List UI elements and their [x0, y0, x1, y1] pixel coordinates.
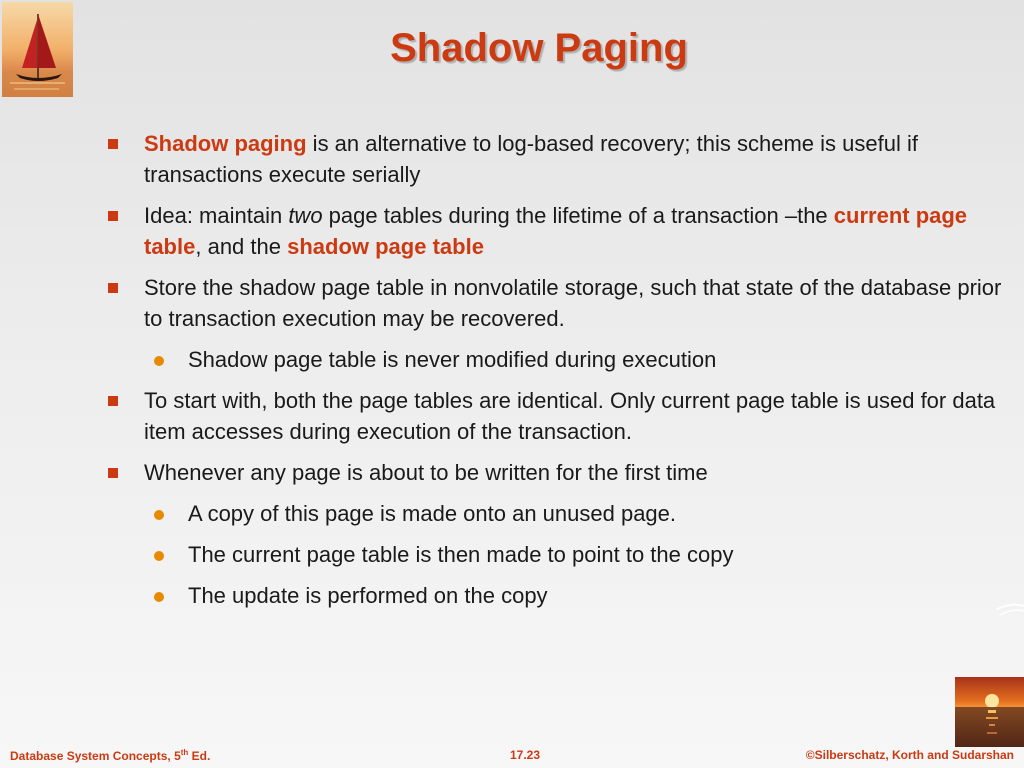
- square-bullet-icon: [108, 283, 118, 293]
- decorative-swoosh: [996, 600, 1024, 618]
- bullet-text: two: [288, 203, 323, 228]
- bullet-text: is an alternative to log-based recovery; this scheme is useful if transactions execute serially: [144, 131, 918, 187]
- bullet-text: Whenever any page is about to be written for the first time: [144, 460, 708, 485]
- highlighted-term: Shadow paging: [144, 131, 307, 156]
- bullet-item: [104, 457, 1004, 488]
- highlighted-term: current page table: [144, 203, 968, 259]
- square-bullet-icon: [108, 396, 118, 406]
- round-bullet-icon: [154, 356, 164, 366]
- footer-book-title: Database System Concepts, 5th Ed.: [10, 748, 211, 763]
- bullet-text: Shadow page table is never modified during execution: [188, 347, 717, 372]
- sunset-image: [955, 677, 1024, 747]
- bullet-text: The current page table is then made to point to the copy: [188, 542, 734, 567]
- sub-bullet-item: [104, 539, 1004, 570]
- sub-bullet-item: [104, 498, 1004, 529]
- bullet-text: , and the: [195, 234, 288, 259]
- square-bullet-icon: [108, 468, 118, 478]
- sub-bullet-item: [104, 580, 1004, 611]
- footer-copyright: ©Silberschatz, Korth and Sudarshan: [805, 748, 1014, 762]
- round-bullet-icon: [154, 551, 164, 561]
- bullet-item: [104, 272, 1004, 334]
- slide-footer: [0, 748, 1024, 768]
- slide-title: Shadow Paging: [390, 26, 688, 70]
- bullet-text: A copy of this page is made onto an unused page.: [188, 501, 677, 526]
- square-bullet-icon: [108, 211, 118, 221]
- bullet-text: Idea: maintain: [144, 203, 289, 228]
- bullet-item: [104, 128, 1004, 190]
- sub-bullet-item: [104, 344, 1004, 375]
- bullet-item: [104, 200, 1004, 262]
- bullet-text: Store the shadow page table in nonvolatile storage, such that state of the database prior to transaction execution may be recovered.: [144, 275, 1002, 331]
- square-bullet-icon: [108, 139, 118, 149]
- bullet-text: To start with, both the page tables are identical. Only current page table is used for data item accesses during execution of the transaction.: [144, 388, 996, 444]
- footer-page-number: 17.23: [510, 748, 541, 762]
- round-bullet-icon: [154, 592, 164, 602]
- round-bullet-icon: [154, 510, 164, 520]
- bullet-item: [104, 385, 1004, 447]
- bullet-text: page tables during the lifetime of a transaction –the: [322, 203, 834, 228]
- bullet-text: The update is performed on the copy: [188, 583, 548, 608]
- bullet-list: [104, 128, 1004, 621]
- highlighted-term: shadow page table: [287, 234, 484, 259]
